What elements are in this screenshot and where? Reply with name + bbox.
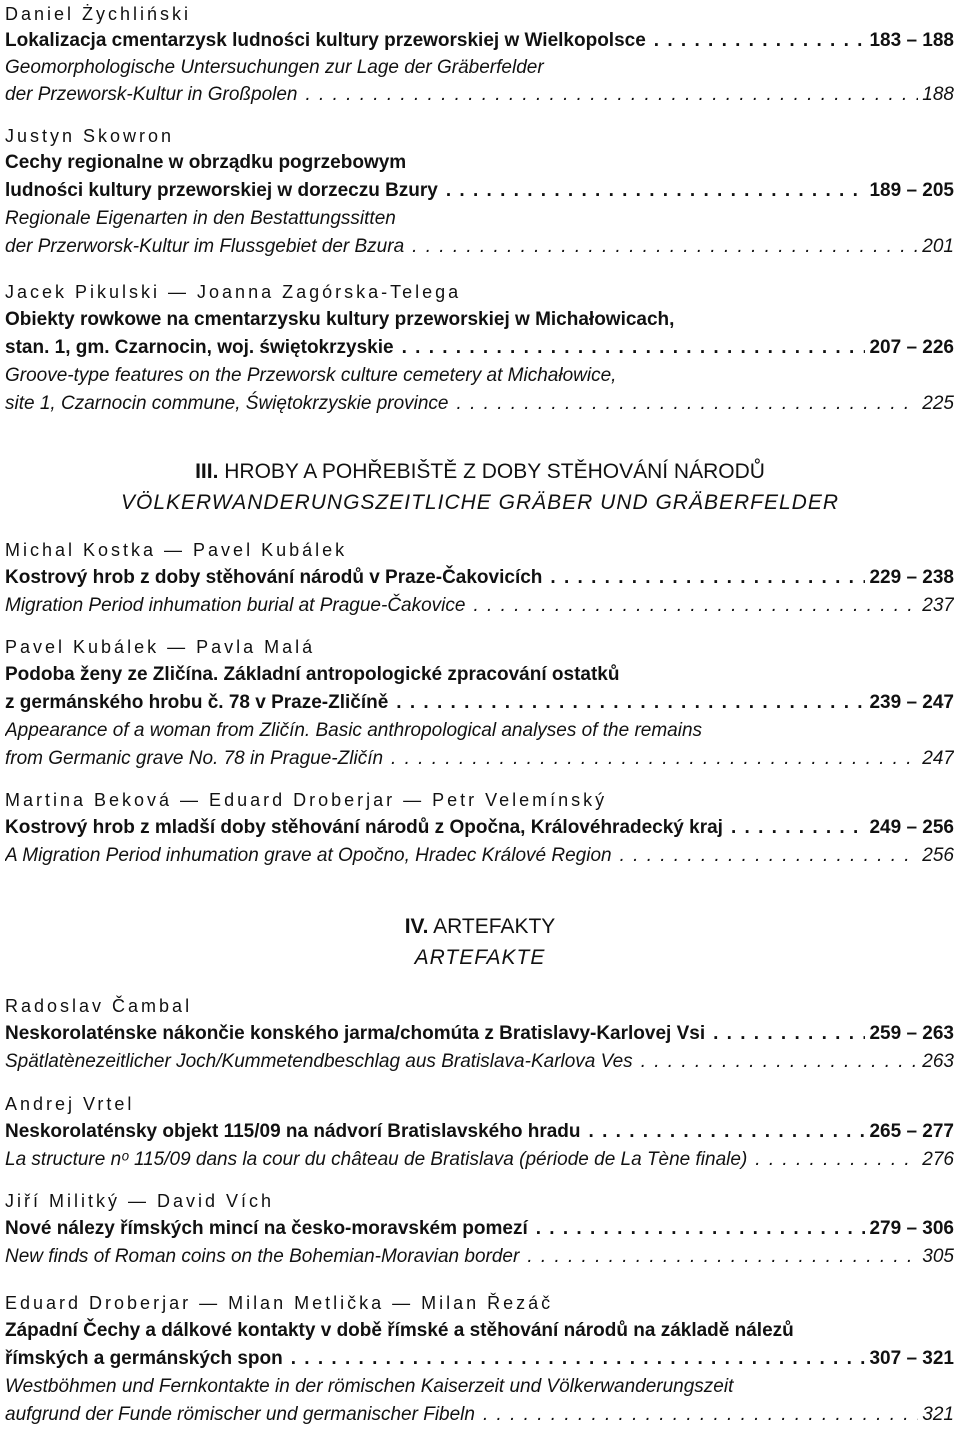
entry-translation-line	[5, 717, 954, 745]
entry-author: Justyn Skowron	[5, 126, 175, 146]
entry-translation-line	[5, 1373, 954, 1401]
entry-translation-line	[5, 1401, 954, 1429]
entry-title: Neskorolaténske nákončie konského jarma/chomúta z Bratislavy-Karlovej Vsi	[5, 1023, 706, 1044]
entry-author-line	[5, 1187, 954, 1215]
entry-translation-line	[5, 1243, 954, 1271]
page-range: 237	[922, 595, 954, 616]
entry-title-line	[5, 1215, 954, 1243]
entry-translation-line	[5, 362, 954, 390]
entry-translation: Migration Period inhumation burial at Prague-Čakovice	[5, 595, 466, 616]
entry-title-line	[5, 689, 954, 717]
entry-translation-line	[5, 390, 954, 418]
entry-title-line	[5, 27, 954, 55]
entry-translation-line	[5, 1048, 954, 1076]
entry-title: Podoba ženy ze Zličína. Základní antropologické zpracování ostatků	[5, 664, 620, 685]
entry-author: Pavel Kubálek — Pavla Malá	[5, 637, 316, 657]
entry-title-line	[5, 1118, 954, 1146]
entry-author: Martina Beková — Eduard Droberjar — Petr Velemínský	[5, 790, 608, 810]
entry-author: Daniel Żychliński	[5, 4, 192, 24]
entry-title-line	[5, 661, 954, 689]
dot-leader	[388, 689, 865, 717]
entry-translation-line	[5, 81, 954, 109]
page-range: 321	[922, 1404, 954, 1425]
entry-title-line	[5, 177, 954, 205]
dot-leader	[705, 1020, 865, 1048]
page-range: 239 – 247	[869, 692, 954, 713]
dot-leader	[542, 564, 865, 592]
section-heading	[0, 912, 960, 942]
entry-author: Jacek Pikulski — Joanna Zagórska-Telega	[5, 282, 462, 302]
entry-title-line	[5, 1345, 954, 1373]
entry-author: Andrej Vrtel	[5, 1094, 135, 1114]
page-range: 263	[922, 1051, 954, 1072]
page-range: 276	[922, 1149, 954, 1170]
dot-leader	[519, 1243, 918, 1271]
section-heading	[0, 457, 960, 487]
dot-leader	[383, 745, 918, 773]
entry-title: stan. 1, gm. Czarnocin, woj. świętokrzyskie	[5, 337, 394, 358]
page-range: 265 – 277	[869, 1121, 954, 1142]
entry-title: Lokalizacja cmentarzysk ludności kultury przeworskiej w Wielkopolsce	[5, 30, 646, 51]
page-range: 256	[922, 845, 954, 866]
entry-author: Jiří Militký — David Vích	[5, 1191, 275, 1211]
entry-title: Kostrový hrob z doby stěhování národů v Praze-Čakovicích	[5, 567, 543, 588]
dot-leader	[283, 1345, 866, 1373]
dot-leader	[465, 592, 918, 620]
page-range: 259 – 263	[869, 1023, 954, 1044]
dot-leader	[475, 1401, 918, 1429]
entry-author-line	[5, 786, 954, 814]
entry-author-line	[5, 1289, 954, 1317]
entry-title: Nové nálezy římských mincí na česko-moravském pomezí	[5, 1218, 528, 1239]
dot-leader	[449, 390, 919, 418]
entry-translation: aufgrund der Funde römischer und germanischer Fibeln	[5, 1404, 475, 1425]
page-range: 183 – 188	[869, 30, 954, 51]
page-range: 225	[922, 393, 954, 414]
entry-title-line	[5, 814, 954, 842]
page-range: 201	[922, 236, 954, 257]
entry-author-line	[5, 633, 954, 661]
entry-translation-line	[5, 205, 954, 233]
section-title: ARTEFAKTY	[433, 915, 556, 938]
page-range: 189 – 205	[869, 180, 954, 201]
entry-translation: site 1, Czarnocin commune, Świętokrzyskie province	[5, 393, 449, 414]
entry-author-line	[5, 536, 954, 564]
page-range: 279 – 306	[869, 1218, 954, 1239]
entry-translation-line	[5, 233, 954, 261]
entry-author-line	[5, 278, 954, 306]
entry-title-line	[5, 1020, 954, 1048]
dot-leader	[528, 1215, 866, 1243]
entry-title: římských a germánských spon	[5, 1348, 283, 1369]
entry-title-line	[5, 306, 954, 334]
entry-title-line	[5, 334, 954, 362]
entry-translation-line	[5, 1146, 954, 1174]
entry-author: Radoslav Čambal	[5, 996, 193, 1016]
dot-leader	[438, 177, 866, 205]
entry-translation: A Migration Period inhumation grave at Opočno, Hradec Králové Region	[5, 845, 612, 866]
dot-leader	[612, 842, 919, 870]
entry-title: Cechy regionalne w obrządku pogrzebowym	[5, 152, 407, 173]
page-range: 188	[922, 84, 954, 105]
entry-translation: der Przeworsk-Kultur in Großpolen	[5, 84, 298, 105]
entry-author-line	[5, 0, 954, 28]
entry-author: Michal Kostka — Pavel Kubálek	[5, 540, 348, 560]
page-range: 247	[922, 748, 954, 769]
entry-translation: Groove-type features on the Przeworsk culture cemetery at Michałowice,	[5, 365, 617, 386]
page-range: 307 – 321	[869, 1348, 954, 1369]
section-subtitle: ARTEFAKTE	[414, 946, 546, 969]
entry-title-line	[5, 1317, 954, 1345]
page-range: 249 – 256	[869, 817, 954, 838]
entry-title: Obiekty rowkowe na cmentarzysku kultury przeworskiej w Michałowicach,	[5, 309, 675, 330]
entry-title-line	[5, 564, 954, 592]
entry-translation: Appearance of a woman from Zličín. Basic anthropological analyses of the remains	[5, 720, 703, 741]
section-title: HROBY A POHŘEBIŠTĚ Z DOBY STĚHOVÁNÍ NÁRODŮ	[224, 460, 765, 483]
entry-author-line	[5, 1090, 954, 1118]
entry-translation-line	[5, 745, 954, 773]
entry-title: Neskorolaténsky objekt 115/09 na nádvorí Bratislavského hradu	[5, 1121, 581, 1142]
entry-translation: Geomorphologische Untersuchungen zur Lage der Gräberfelder	[5, 57, 544, 78]
dot-leader	[394, 334, 866, 362]
entry-translation-line	[5, 54, 954, 82]
section-number: IV.	[404, 915, 429, 938]
entry-translation: Spätlatènezeitlicher Joch/Kummetendbeschlag aus Bratislava-Karlova Ves	[5, 1051, 633, 1072]
entry-title-line	[5, 149, 954, 177]
entry-author-line	[5, 992, 954, 1020]
dot-leader	[723, 814, 866, 842]
entry-translation-line	[5, 592, 954, 620]
entry-title: ludności kultury przeworskiej w dorzeczu Bzury	[5, 180, 438, 201]
section-subtitle: VÖLKERWANDERUNGSZEITLICHE GRÄBER UND GRÄBERFELDER	[120, 491, 840, 514]
entry-title: Západní Čechy a dálkové kontakty v době římské a stěhování národů na základě nálezů	[5, 1320, 794, 1341]
page-range: 305	[922, 1246, 954, 1267]
entry-translation: Regionale Eigenarten in den Bestattungssitten	[5, 208, 396, 229]
entry-title: z germánského hrobu č. 78 v Praze-Zličíně	[5, 692, 389, 713]
dot-leader	[633, 1048, 919, 1076]
entry-translation: from Germanic grave No. 78 in Prague-Zličín	[5, 748, 384, 769]
page-range: 229 – 238	[869, 567, 954, 588]
dot-leader	[581, 1118, 866, 1146]
entry-translation-line	[5, 842, 954, 870]
page-range: 207 – 226	[869, 337, 954, 358]
entry-translation: der Przerworsk-Kultur im Flussgebiet der Bzura	[5, 236, 405, 257]
section-number: III.	[195, 460, 219, 483]
entry-author-line	[5, 122, 954, 150]
entry-translation: New finds of Roman coins on the Bohemian-Moravian border	[5, 1246, 520, 1267]
dot-leader	[747, 1146, 918, 1174]
entry-author: Eduard Droberjar — Milan Metlička — Milan Řezáč	[5, 1293, 554, 1313]
entry-title: Kostrový hrob z mladší doby stěhování národů z Opočna, Královéhradecký kraj	[5, 817, 723, 838]
dot-leader	[298, 81, 919, 109]
dot-leader	[404, 233, 918, 261]
entry-translation: La structure nᵒ 115/09 dans la cour du château de Bratislava (période de La Tène finale)	[5, 1149, 748, 1170]
entry-translation: Westböhmen und Fernkontakte in der römischen Kaiserzeit und Völkerwanderungszeit	[5, 1376, 734, 1397]
dot-leader	[646, 27, 866, 55]
